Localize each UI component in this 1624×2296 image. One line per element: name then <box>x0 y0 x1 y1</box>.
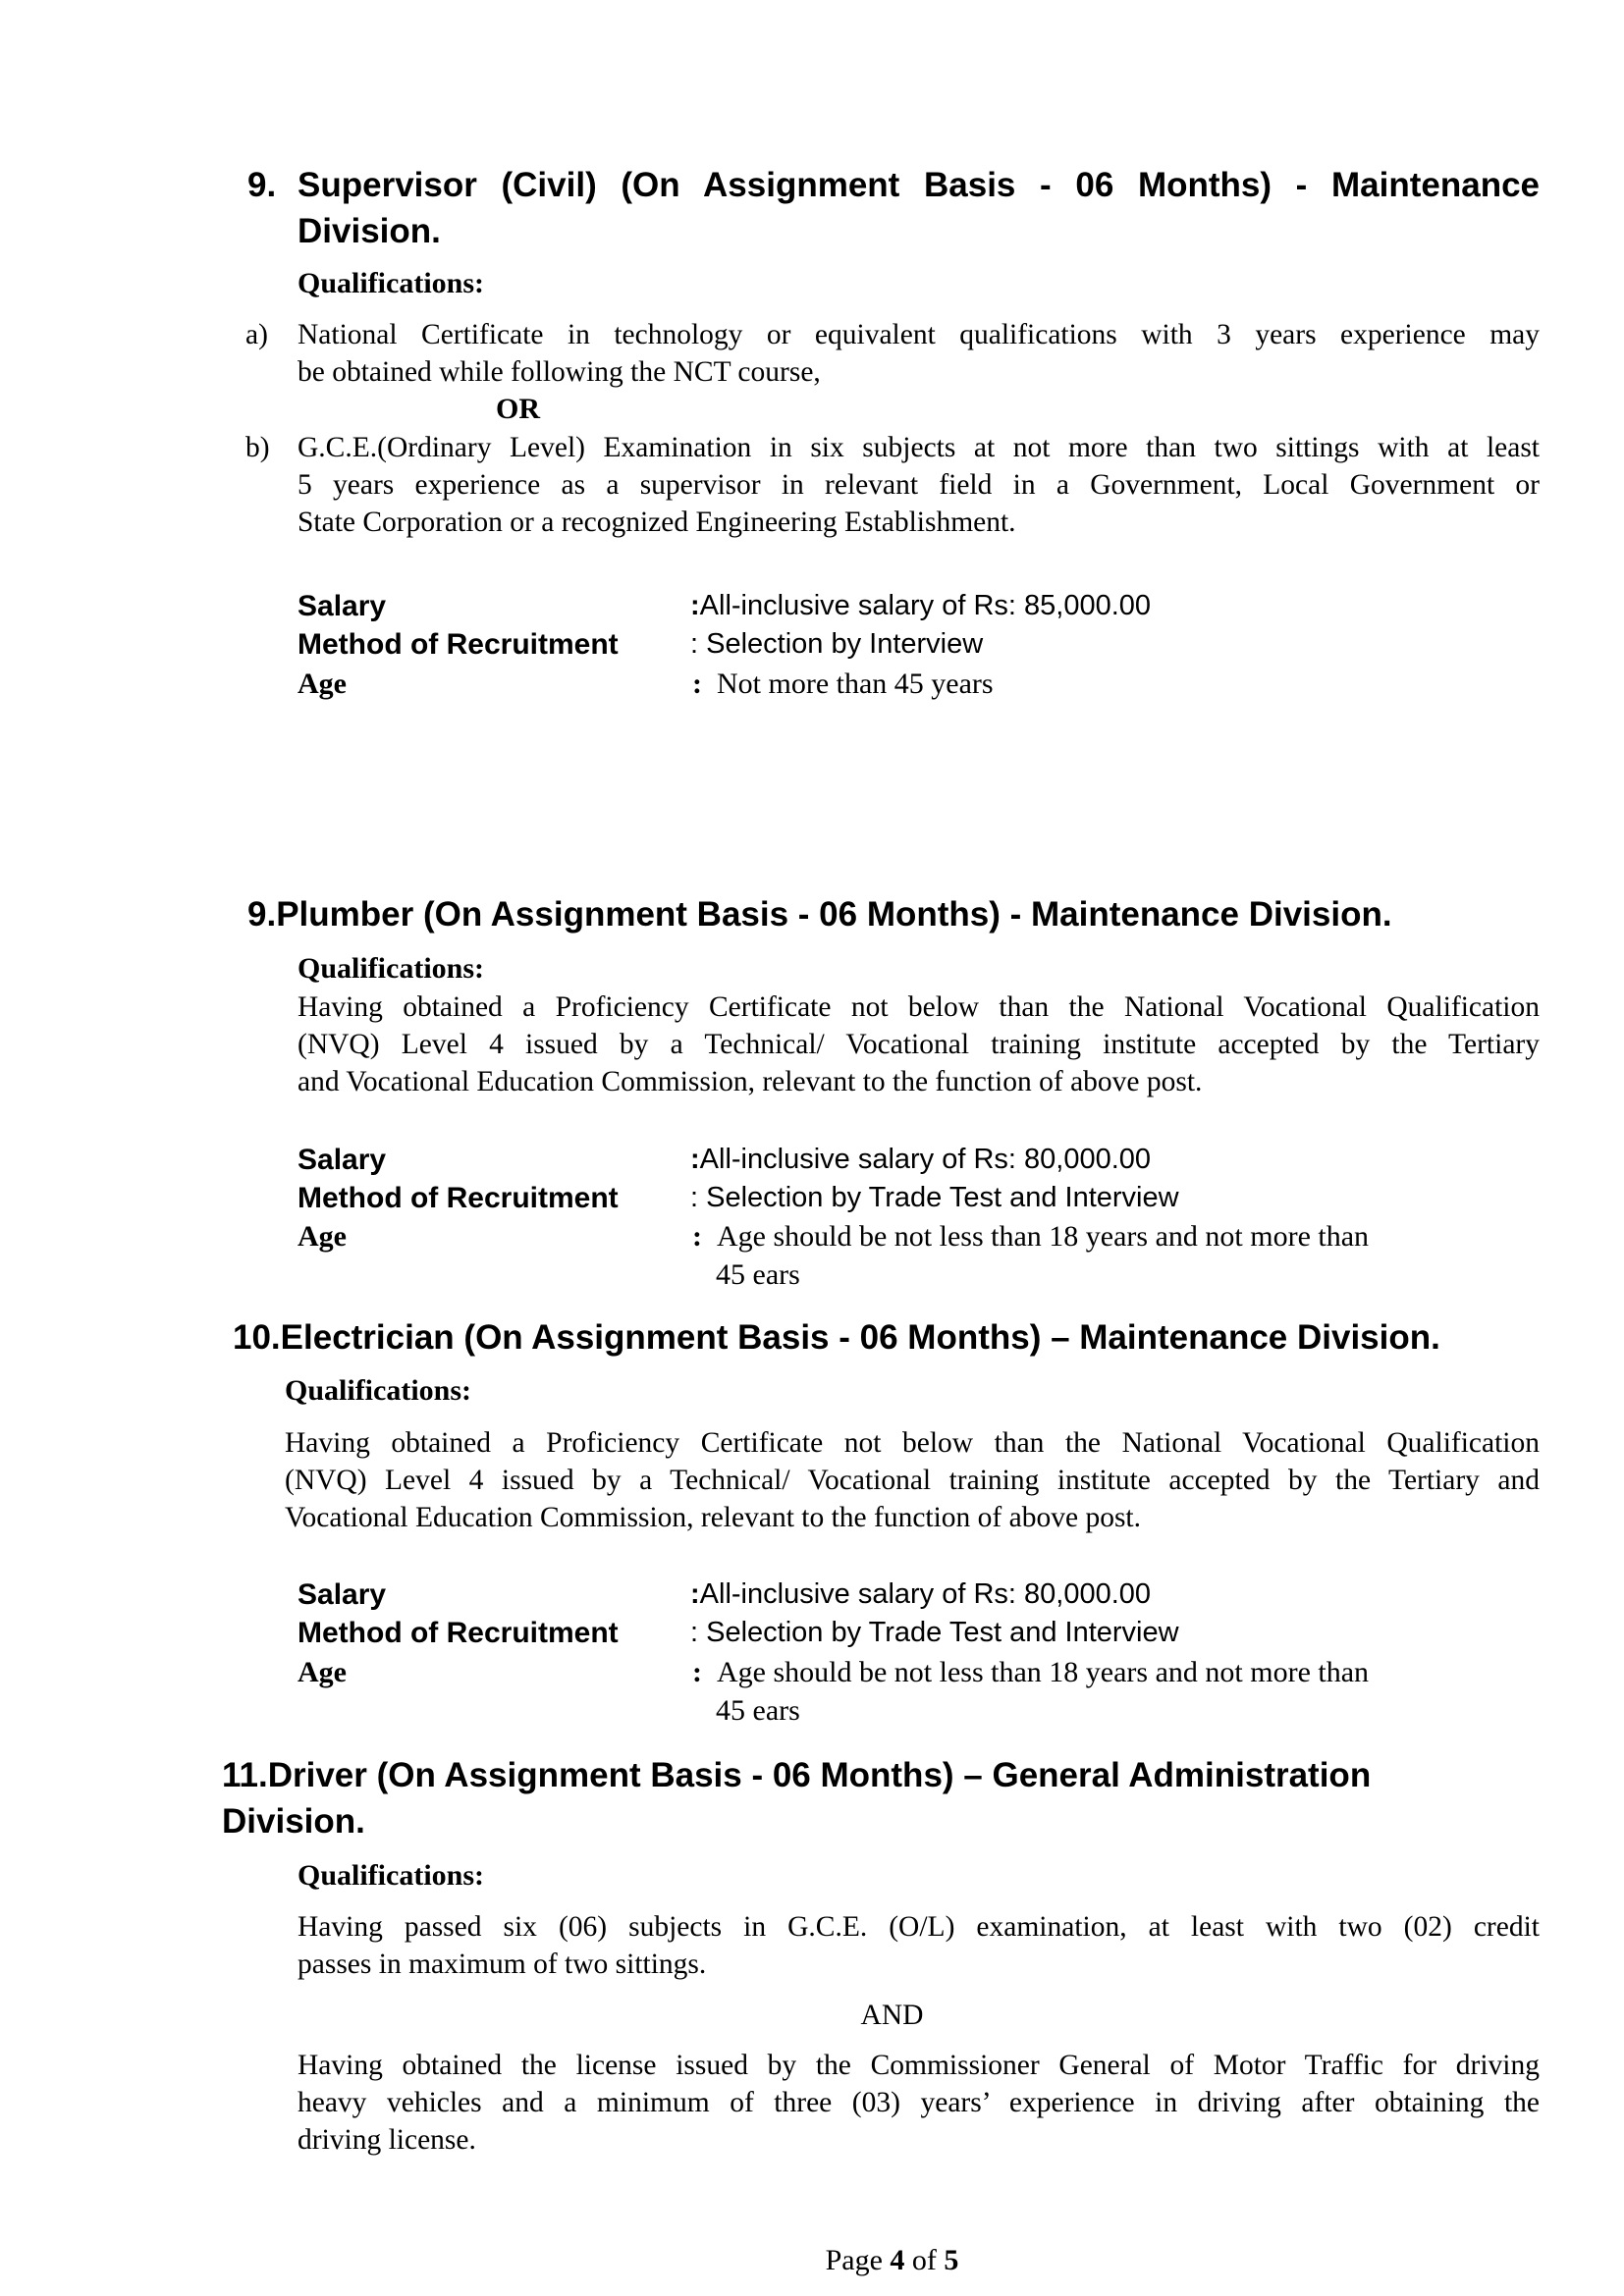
method-value: : Selection by Interview <box>690 628 984 660</box>
page-of-label: of <box>911 2244 937 2276</box>
section-number: 9. <box>247 166 277 204</box>
salary-value <box>690 587 1151 625</box>
qualification-line: Having obtained the license issued by the Commissioner General of Motor Traffic for driving <box>298 2050 1540 2081</box>
and-label: AND <box>860 2000 924 2031</box>
qualification-line: (NVQ) Level 4 issued by a Technical/ Vocational training institute accepted by the Tertiary and <box>285 1465 1540 1496</box>
qualification-line: passes in maximum of two sittings. <box>298 1949 707 1980</box>
qualifications-label: Qualifications: <box>298 952 485 985</box>
salary-value <box>690 1575 1151 1614</box>
item-line: be obtained while following the NCT course, <box>298 356 821 388</box>
salary-text: All-inclusive salary of Rs: 80,000.00 <box>699 1578 1152 1610</box>
method-label: Method of Recruitment <box>298 628 619 661</box>
item-marker: b) <box>245 432 270 463</box>
salary-label: Salary <box>298 590 387 622</box>
salary-value <box>690 1141 1151 1179</box>
salary-text: All-inclusive salary of Rs: 85,000.00 <box>699 590 1152 621</box>
salary-label: Salary <box>298 1144 387 1176</box>
qualification-line: Having obtained a Proficiency Certificate not below than the National Vocational Qualification <box>298 991 1540 1023</box>
colon: : <box>692 667 702 700</box>
section-title: 10.Electrician (On Assignment Basis - 06 Months) – Maintenance Division. <box>233 1318 1440 1357</box>
salary-text: All-inclusive salary of Rs: 80,000.00 <box>699 1144 1152 1175</box>
age-value <box>692 1217 1369 1255</box>
colon: : <box>690 590 700 621</box>
method-value: : Selection by Trade Test and Interview <box>690 1182 1179 1213</box>
page-label: Page <box>825 2244 883 2276</box>
qualifications-label: Qualifications: <box>285 1374 472 1407</box>
age-label: Age <box>298 1220 347 1253</box>
page-total: 5 <box>944 2244 959 2276</box>
item-marker: a) <box>245 319 268 350</box>
qualification-line: heavy vehicles and a minimum of three (03) years’ experience in driving after obtaining the <box>298 2087 1540 2118</box>
method-value: : Selection by Trade Test and Interview <box>690 1617 1179 1648</box>
colon: : <box>692 1656 702 1688</box>
section-title: Supervisor (Civil) (On Assignment Basis - 06 Months) - Maintenance <box>298 166 1540 204</box>
page-footer <box>0 2242 1624 2279</box>
item-line: 5 years experience as a supervisor in relevant field in a Government, Local Government or <box>298 469 1540 501</box>
qualification-line: driving license. <box>298 2124 476 2156</box>
colon: : <box>692 1220 702 1253</box>
section-title-line2: Division. <box>222 1802 365 1841</box>
qualification-line: Having passed six (06) subjects in G.C.E. (O/L) examination, at least with two (02) credit <box>298 1911 1540 1943</box>
method-label: Method of Recruitment <box>298 1617 619 1649</box>
or-label: OR <box>496 393 540 425</box>
section-title-line2: Division. <box>298 212 441 250</box>
qualification-line: (NVQ) Level 4 issued by a Technical/ Vocational training institute accepted by the Tertiary <box>298 1029 1540 1060</box>
age-text: Age should be not less than 18 years and not more than <box>717 1656 1370 1688</box>
qualification-line: and Vocational Education Commission, relevant to the function of above post. <box>298 1066 1203 1097</box>
qualifications-label: Qualifications: <box>298 267 485 299</box>
qualifications-label: Qualifications: <box>298 1859 485 1892</box>
colon: : <box>690 1144 700 1175</box>
age-label: Age <box>298 667 347 700</box>
method-label: Method of Recruitment <box>298 1182 619 1214</box>
section-title: 9.Plumber (On Assignment Basis - 06 Months) - Maintenance Division. <box>247 895 1392 934</box>
age-value <box>692 1653 1369 1691</box>
item-line: State Corporation or a recognized Engineering Establishment. <box>298 507 1016 538</box>
item-line: G.C.E.(Ordinary Level) Examination in six subjects at not more than two sittings with at least <box>298 432 1540 463</box>
age-label: Age <box>298 1656 347 1688</box>
colon: : <box>690 1578 700 1610</box>
page-number: 4 <box>890 2244 905 2276</box>
section-title: 11.Driver (On Assignment Basis - 06 Months) – General Administration <box>222 1756 1372 1794</box>
age-text: Not more than 45 years <box>717 667 994 700</box>
qualification-line: Having obtained a Proficiency Certificate not below than the National Vocational Qualification <box>285 1427 1540 1459</box>
age-value <box>692 665 994 703</box>
age-text: Age should be not less than 18 years and not more than <box>717 1220 1370 1253</box>
age-value-line2: 45 ears <box>716 1694 800 1727</box>
item-line: National Certificate in technology or equivalent qualifications with 3 years experience may <box>298 319 1540 350</box>
salary-label: Salary <box>298 1578 387 1611</box>
qualification-line: Vocational Education Commission, relevant to the function of above post. <box>285 1502 1141 1533</box>
age-value-line2: 45 ears <box>716 1258 800 1291</box>
